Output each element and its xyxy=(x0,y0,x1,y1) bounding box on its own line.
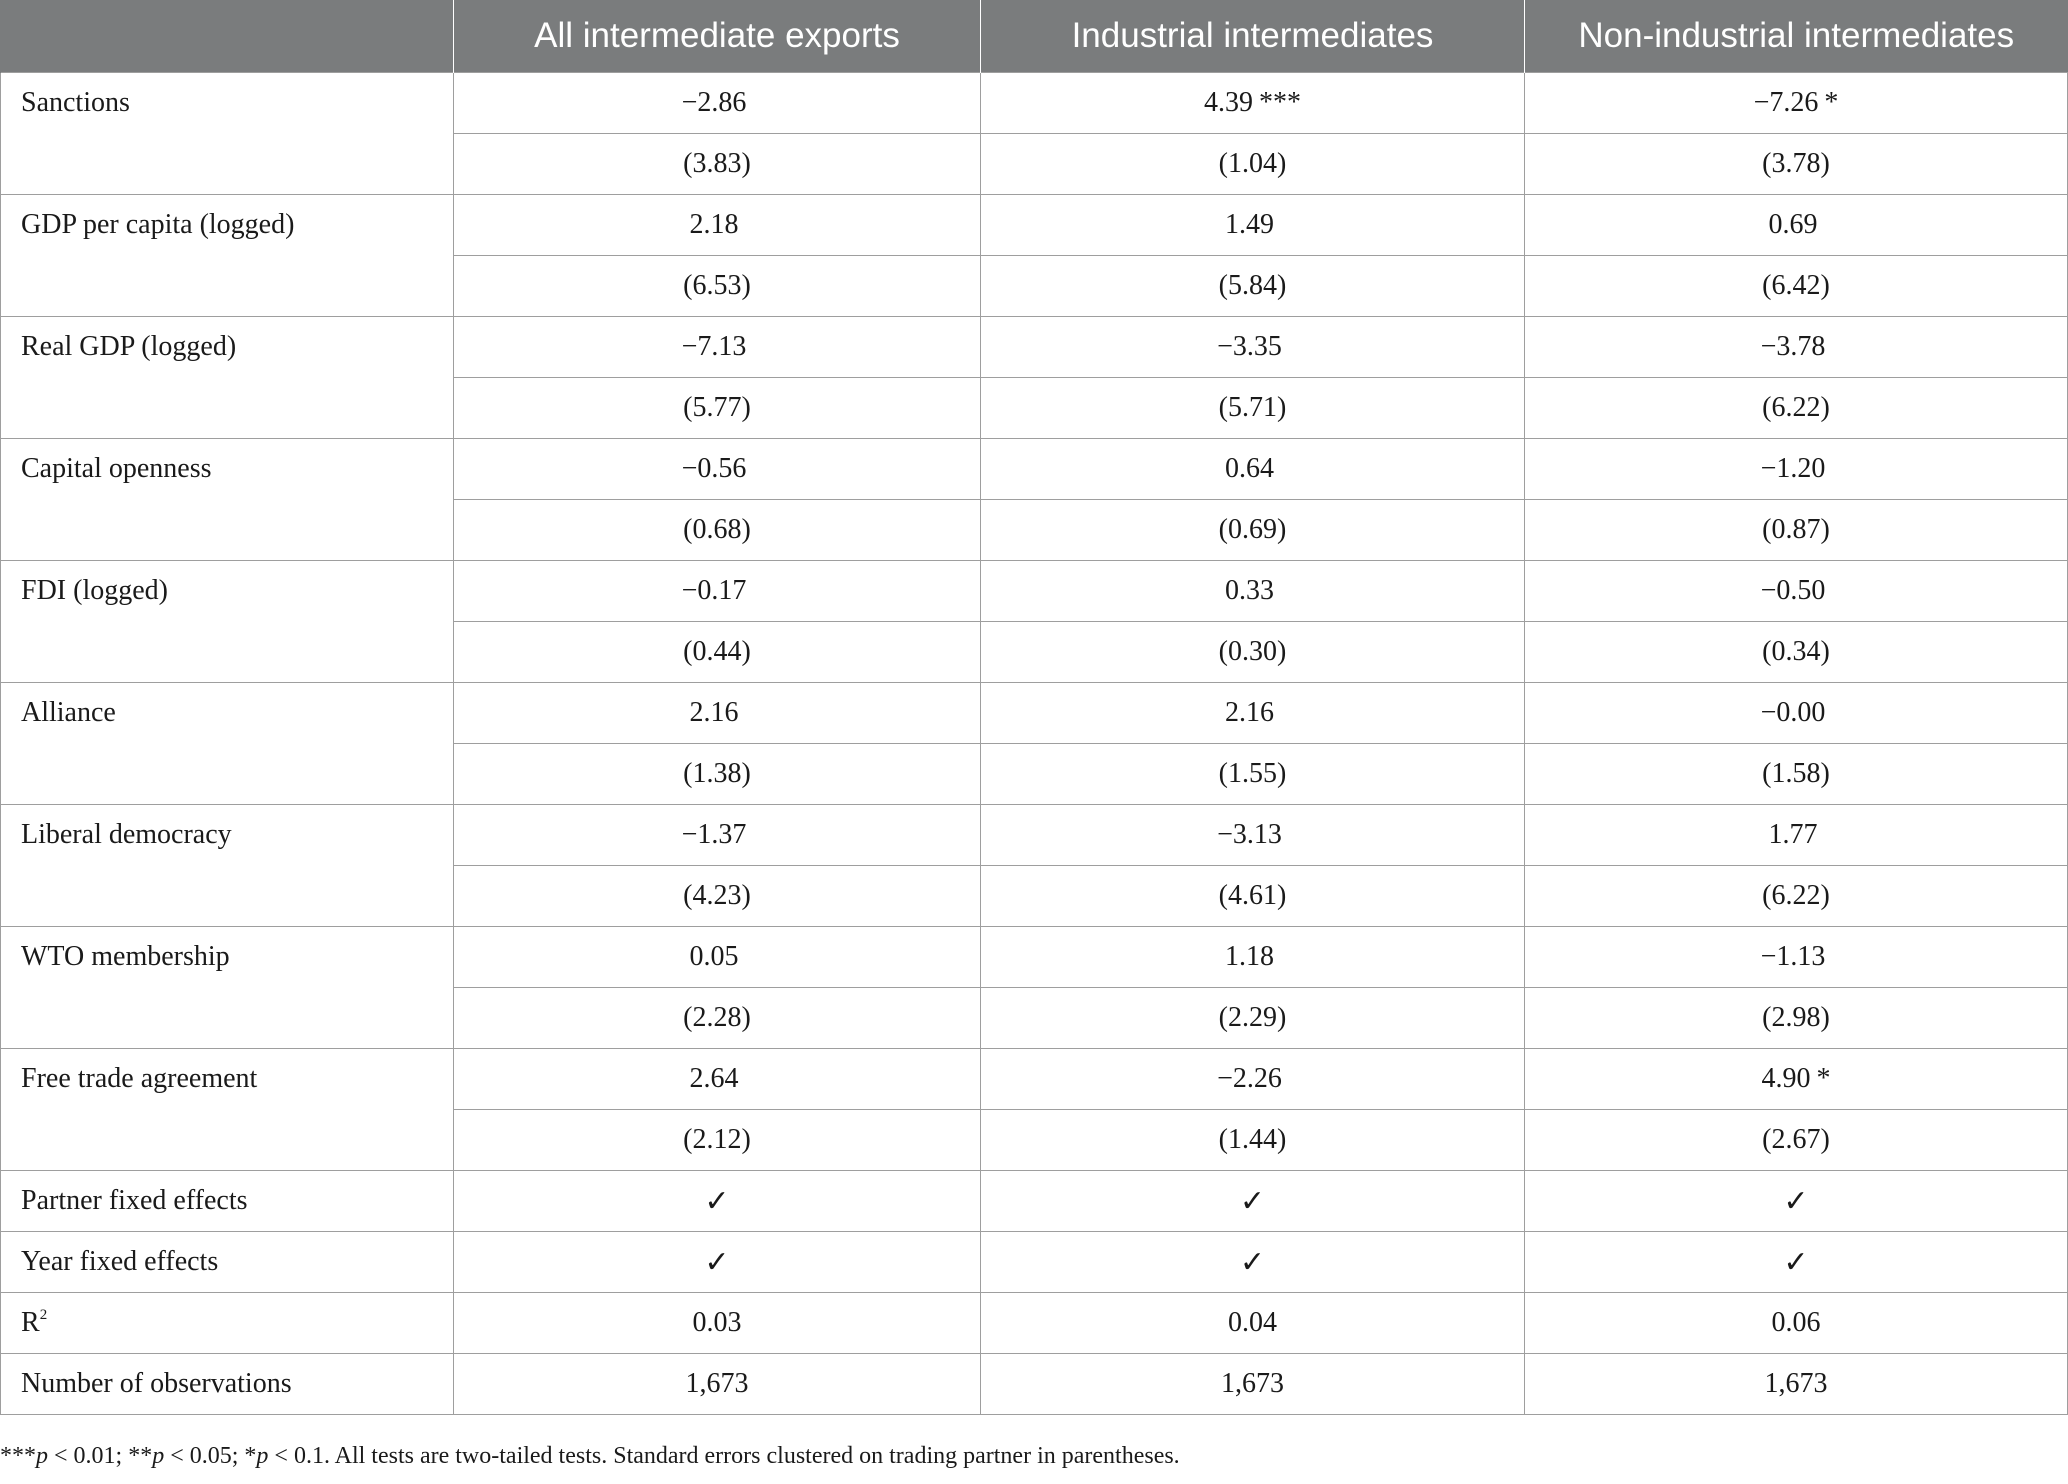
coefficient-value: −3.35 xyxy=(1217,331,1282,362)
significance-stars: * xyxy=(1824,87,1839,118)
header-industrial-intermediates: Industrial intermediates xyxy=(981,0,1525,73)
coefficient-cell xyxy=(1525,317,2068,378)
coefficient-value: −2.86 xyxy=(681,87,747,118)
fixed-effects-cell xyxy=(454,1232,981,1293)
r-squared-superscript: 2 xyxy=(39,1307,48,1323)
checkmark-icon: ✓ xyxy=(1783,1183,1809,1219)
table-footnote xyxy=(0,1443,1180,1470)
footnote-text-3: < 0.1. All tests are two-tailed tests. Standard errors clustered on trading partner in parentheses. xyxy=(268,1443,1180,1469)
footnote-stars-1: *** xyxy=(0,1443,36,1469)
footnote-text-1: < 0.01; ** xyxy=(48,1443,153,1469)
coefficient-cell xyxy=(454,317,981,378)
standard-error-cell: (1.44) xyxy=(981,1110,1525,1171)
standard-error-cell: (6.42) xyxy=(1525,256,2068,317)
coefficient-value: −7.26 xyxy=(1753,87,1819,118)
standard-error-cell: (1.58) xyxy=(1525,744,2068,805)
variable-label: GDP per capita (logged) xyxy=(1,195,454,317)
coefficient-cell xyxy=(454,805,981,866)
standard-error-cell: (2.67) xyxy=(1525,1110,2068,1171)
coefficient-value: −1.20 xyxy=(1760,453,1826,484)
coefficient-value: 1.77 xyxy=(1768,819,1818,850)
standard-error-cell: (6.22) xyxy=(1525,866,2068,927)
checkmark-icon: ✓ xyxy=(1239,1183,1266,1219)
coefficient-row xyxy=(1,1049,2068,1110)
coefficient-value: −0.17 xyxy=(681,575,747,606)
observations-label: Number of observations xyxy=(1,1354,454,1415)
coefficient-value: 2.64 xyxy=(689,1063,739,1094)
coefficient-value: −3.78 xyxy=(1760,331,1826,362)
coefficient-row xyxy=(1,195,2068,256)
fixed-effects-label: Partner fixed effects xyxy=(1,1171,454,1232)
standard-error-cell: (5.71) xyxy=(981,378,1525,439)
r-squared-label-text: R xyxy=(21,1307,40,1338)
coefficient-cell xyxy=(1525,73,2068,134)
header-non-industrial-intermediates: Non-industrial intermediates xyxy=(1525,0,2068,73)
variable-label: WTO membership xyxy=(1,927,454,1049)
coefficient-value: 4.39 xyxy=(1204,87,1253,118)
coefficient-value: 2.16 xyxy=(689,697,739,728)
standard-error-cell: (2.29) xyxy=(981,988,1525,1049)
coefficient-value: −1.13 xyxy=(1760,941,1826,972)
coefficient-cell xyxy=(1525,927,2068,988)
coefficient-value: −0.56 xyxy=(681,453,747,484)
checkmark-icon: ✓ xyxy=(1239,1244,1266,1280)
footnote-text-2: < 0.05; * xyxy=(164,1443,257,1469)
observations-cell: 1,673 xyxy=(1525,1354,2068,1415)
coefficient-cell xyxy=(1525,195,2068,256)
standard-error-cell: (1.04) xyxy=(981,134,1525,195)
standard-error-cell: (0.87) xyxy=(1525,500,2068,561)
footnote-p-3: p xyxy=(256,1443,269,1469)
coefficient-value: 0.05 xyxy=(689,941,739,972)
coefficient-cell xyxy=(1525,561,2068,622)
coefficient-cell xyxy=(981,927,1525,988)
r-squared-cell: 0.06 xyxy=(1525,1293,2068,1354)
coefficient-value: 1.18 xyxy=(1225,941,1274,972)
standard-error-cell: (5.84) xyxy=(981,256,1525,317)
standard-error-cell: (0.44) xyxy=(454,622,981,683)
checkmark-icon: ✓ xyxy=(704,1183,730,1219)
standard-error-cell: (1.55) xyxy=(981,744,1525,805)
fixed-effects-cell xyxy=(981,1171,1525,1232)
standard-error-cell: (0.30) xyxy=(981,622,1525,683)
checkmark-icon: ✓ xyxy=(704,1244,730,1280)
r-squared-row xyxy=(1,1293,2068,1354)
coefficient-cell xyxy=(981,317,1525,378)
coefficient-cell xyxy=(981,683,1525,744)
coefficient-value: −3.13 xyxy=(1217,819,1282,850)
coefficient-value: 2.18 xyxy=(689,209,739,240)
table-body xyxy=(1,73,2068,1415)
coefficient-row xyxy=(1,317,2068,378)
variable-label: Capital openness xyxy=(1,439,454,561)
footnote-p-1: p xyxy=(36,1443,48,1469)
fixed-effects-row xyxy=(1,1171,2068,1232)
r-squared-label xyxy=(1,1293,454,1354)
coefficient-row xyxy=(1,439,2068,500)
significance-stars: * xyxy=(1816,1063,1831,1094)
fixed-effects-row xyxy=(1,1232,2068,1293)
table-header xyxy=(1,0,2068,73)
coefficient-value: −1.37 xyxy=(681,819,747,850)
coefficient-cell xyxy=(1525,439,2068,500)
standard-error-cell: (0.68) xyxy=(454,500,981,561)
coefficient-cell xyxy=(981,439,1525,500)
coefficient-row xyxy=(1,561,2068,622)
standard-error-cell: (1.38) xyxy=(454,744,981,805)
r-squared-cell: 0.03 xyxy=(454,1293,981,1354)
coefficient-row xyxy=(1,927,2068,988)
variable-label: Liberal democracy xyxy=(1,805,454,927)
standard-error-cell: (2.12) xyxy=(454,1110,981,1171)
r-squared-cell: 0.04 xyxy=(981,1293,1525,1354)
observations-row xyxy=(1,1354,2068,1415)
coefficient-value: 0.64 xyxy=(1225,453,1274,484)
coefficient-cell xyxy=(1525,1049,2068,1110)
standard-error-cell: (3.78) xyxy=(1525,134,2068,195)
standard-error-cell: (6.53) xyxy=(454,256,981,317)
coefficient-cell xyxy=(1525,683,2068,744)
coefficient-cell xyxy=(981,561,1525,622)
variable-label: Free trade agreement xyxy=(1,1049,454,1171)
checkmark-icon: ✓ xyxy=(1783,1244,1809,1280)
coefficient-value: 2.16 xyxy=(1225,697,1274,728)
coefficient-row xyxy=(1,805,2068,866)
standard-error-cell: (4.61) xyxy=(981,866,1525,927)
variable-label: Real GDP (logged) xyxy=(1,317,454,439)
coefficient-value: −0.00 xyxy=(1760,697,1826,728)
fixed-effects-label: Year fixed effects xyxy=(1,1232,454,1293)
coefficient-cell xyxy=(454,683,981,744)
coefficient-value: 0.69 xyxy=(1768,209,1818,240)
coefficient-value: 0.33 xyxy=(1225,575,1274,606)
coefficient-cell xyxy=(981,1049,1525,1110)
standard-error-cell: (0.34) xyxy=(1525,622,2068,683)
coefficient-value: 4.90 xyxy=(1761,1063,1811,1094)
coefficient-value: −7.13 xyxy=(681,331,747,362)
fixed-effects-cell xyxy=(1525,1171,2068,1232)
header-row xyxy=(1,0,2068,73)
standard-error-cell: (2.28) xyxy=(454,988,981,1049)
coefficient-cell xyxy=(981,805,1525,866)
coefficient-value: −2.26 xyxy=(1217,1063,1282,1094)
coefficient-cell xyxy=(1525,805,2068,866)
coefficient-cell xyxy=(454,561,981,622)
coefficient-cell xyxy=(454,439,981,500)
coefficient-value: −0.50 xyxy=(1760,575,1826,606)
observations-cell: 1,673 xyxy=(981,1354,1525,1415)
fixed-effects-cell xyxy=(454,1171,981,1232)
standard-error-cell: (3.83) xyxy=(454,134,981,195)
header-cell-empty xyxy=(1,0,454,73)
observations-cell: 1,673 xyxy=(454,1354,981,1415)
standard-error-cell: (6.22) xyxy=(1525,378,2068,439)
standard-error-cell: (0.69) xyxy=(981,500,1525,561)
coefficient-cell xyxy=(454,73,981,134)
standard-error-cell: (5.77) xyxy=(454,378,981,439)
coefficient-cell xyxy=(981,195,1525,256)
footnote-p-2: p xyxy=(152,1443,165,1469)
standard-error-cell: (2.98) xyxy=(1525,988,2068,1049)
fixed-effects-cell xyxy=(1525,1232,2068,1293)
coefficient-row xyxy=(1,683,2068,744)
header-all-intermediate-exports: All intermediate exports xyxy=(454,0,981,73)
coefficient-value: 1.49 xyxy=(1225,209,1274,240)
variable-label: FDI (logged) xyxy=(1,561,454,683)
coefficient-cell xyxy=(981,73,1525,134)
fixed-effects-cell xyxy=(981,1232,1525,1293)
coefficient-cell xyxy=(454,927,981,988)
coefficient-cell xyxy=(454,1049,981,1110)
significance-stars: *** xyxy=(1259,87,1301,118)
coefficient-cell xyxy=(454,195,981,256)
standard-error-cell: (4.23) xyxy=(454,866,981,927)
coefficient-row xyxy=(1,73,2068,134)
variable-label: Alliance xyxy=(1,683,454,805)
variable-label: Sanctions xyxy=(1,73,454,195)
